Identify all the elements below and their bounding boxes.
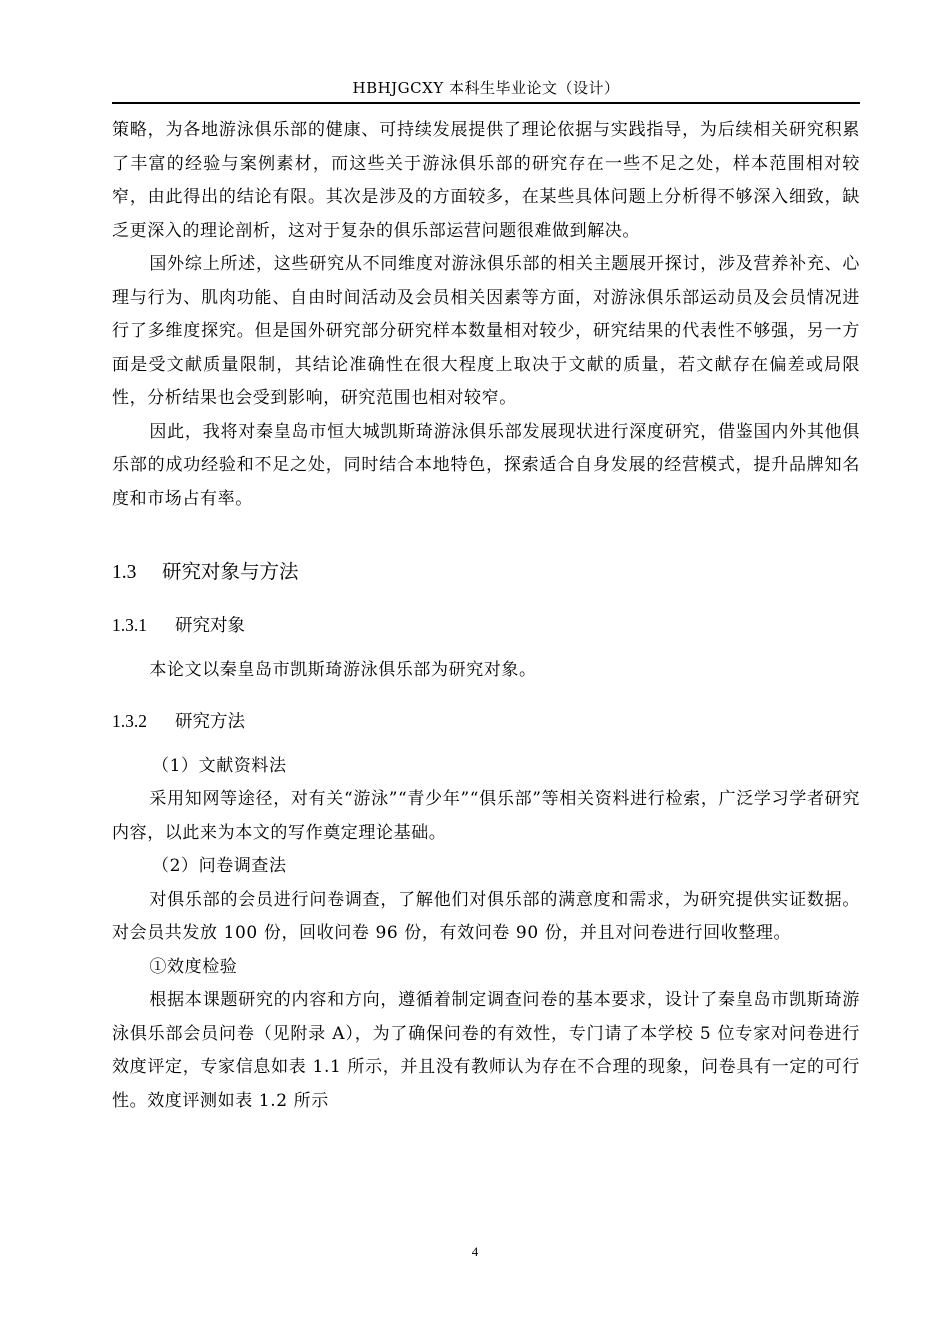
section-title: 研究对象与方法 bbox=[162, 560, 299, 583]
spacer bbox=[112, 738, 860, 750]
page-number: 4 bbox=[471, 1244, 479, 1259]
section-heading-1-3-1 bbox=[112, 608, 860, 642]
paragraph-validity-test: 根据本课题研究的内容和方向，遵循着制定调查问卷的基本要求，设计了秦皇岛市凯斯琦游泳俱乐部会员问卷（见附录 A），为了确保问卷的有效性，专门请了本学校 5 位专家对问卷进行效度评定，专家信息如表 1.1 所示，并且没有教师认为存在不合理的现象，问卷具有一定的可行性。效度评测如表 1.2 所示 bbox=[112, 990, 860, 1111]
page-header bbox=[112, 78, 860, 104]
header-title: HBHJGCXY 本科生毕业论文（设计） bbox=[352, 79, 620, 97]
section-number: 1.3 bbox=[112, 562, 137, 583]
subsection-title: 研究方法 bbox=[175, 711, 245, 732]
method-label-questionnaire: （2）问卷调查法 bbox=[152, 856, 287, 876]
subsection-title: 研究对象 bbox=[175, 616, 245, 636]
paragraph-continuation: 策略，为各地游泳俱乐部的健康、可持续发展提供了理论依据与实践指导，为后续相关研究积累了丰富的经验与案例素材，而这些关于游泳俱乐部的研究存在一些不足之处，样本范围相对较窄，由此得出的结论有限。其次是涉及的方面较多，在某些具体问题上分析得不够深入细致，缺乏更深入的理论剖析，这对于复杂的俱乐部运营问题很难做到解决。 bbox=[112, 120, 860, 241]
paragraph-literature-method: 采用知网等途径，对有关“游泳”“青少年”“俱乐部”等相关资料进行检索，广泛学习学者研究内容，以此来为本文的写作奠定理论基础。 bbox=[112, 789, 860, 843]
section-heading-1-3 bbox=[112, 552, 860, 592]
spacer bbox=[112, 642, 860, 654]
paragraph-questionnaire-method: 对俱乐部的会员进行问卷调查，了解他们对俱乐部的满意度和需求，为研究提供实证数据。对会员共发放 100 份，回收问卷 96 份，有效问卷 90 份，并且对问卷进行回收整理。 bbox=[112, 889, 860, 943]
subsection-number: 1.3.2 bbox=[112, 710, 147, 731]
page-body bbox=[112, 114, 860, 1118]
method-label-literature: （1）文献资料法 bbox=[152, 755, 287, 776]
subsection-number: 1.3.1 bbox=[112, 615, 147, 635]
paragraph-conclusion: 因此，我将对秦皇岛市恒大城凯斯琦游泳俱乐部发展现状进行深度研究，借鉴国内外其他俱乐部的成功经验和不足之处，同时结合本地特色，探索适合自身发展的经营模式，提升品牌知名度和市场占有率。 bbox=[112, 421, 860, 509]
section-heading-1-3-2 bbox=[112, 704, 860, 738]
paragraph-research-object: 本论文以秦皇岛市凯斯琦游泳俱乐部为研究对象。 bbox=[149, 660, 537, 680]
validity-label: ①效度检验 bbox=[149, 956, 238, 977]
paragraph-foreign-summary: 国外综上所述，这些研究从不同维度对游泳俱乐部的相关主题展开探讨，涉及营养补充、心理与行为、肌肉功能、自由时间活动及会员相关因素等方面，对游泳俱乐部运动员及会员情况进行了多维度探究。但是国外研究部分研究样本数量相对较少，研究结果的代表性不够强，另一方面是受文献质量限制，其结论准确性在很大程度上取决于文献的质量，若文献存在偏差或局限性，分析结果也会受到影响，研究范围也相对较窄。 bbox=[112, 254, 860, 408]
